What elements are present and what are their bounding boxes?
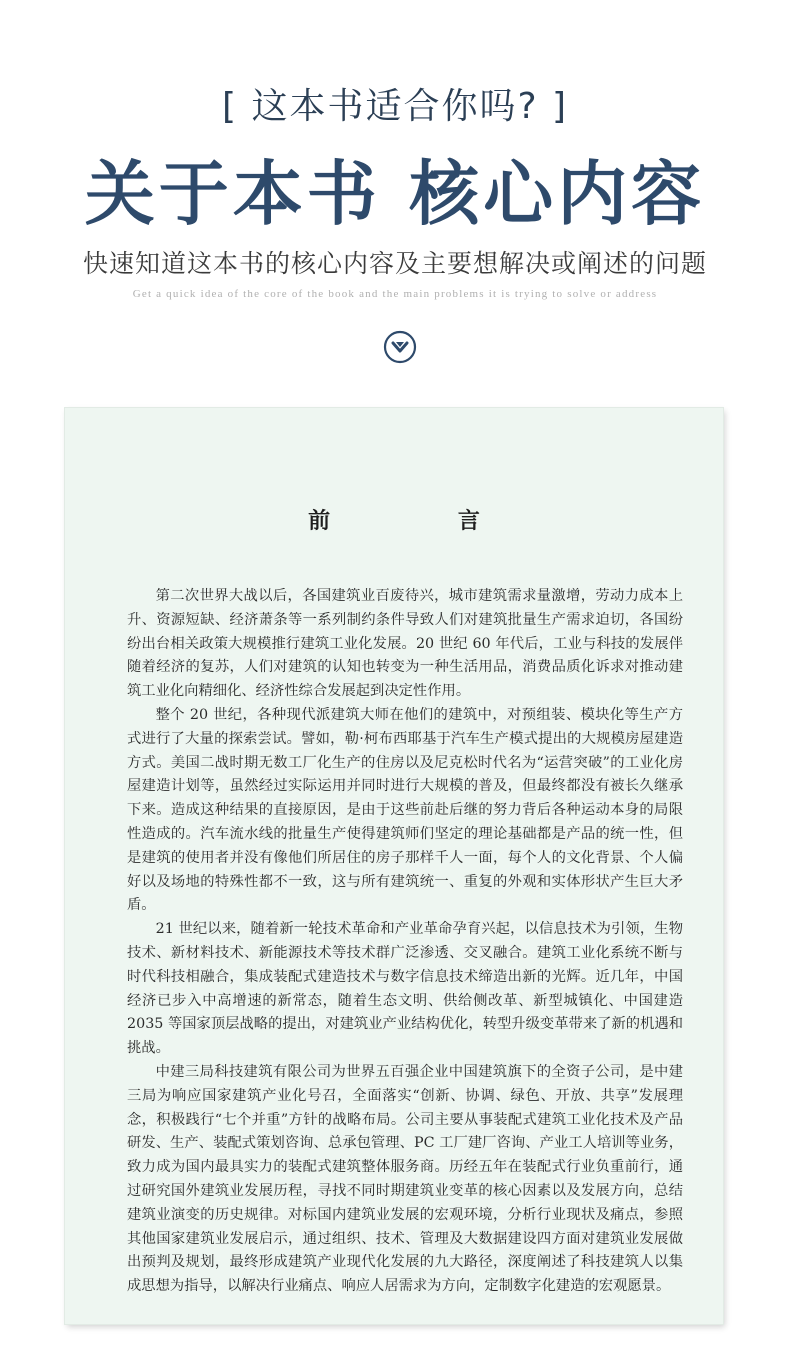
- page-title: 关于本书 核心内容: [84, 152, 706, 235]
- subtitle-english: Get a quick idea of the core of the book and the main problems it is trying to solve or address: [132, 288, 658, 300]
- book-page-scan: [65, 408, 723, 1324]
- preface-title: 前 言: [308, 508, 540, 534]
- preface-body: [127, 585, 683, 1299]
- chevron-down-circle-icon: [383, 330, 417, 364]
- subtitle-chinese: 快速知道这本书的核心内容及主要想解决或阐述的问题: [82, 249, 707, 278]
- preface-paragraph: 整个 20 世纪，各种现代派建筑大师在他们的建筑中，对预组装、模块化等生产方式进行了大量的探索尝试。譬如，勒·柯布西耶基于汽车生产模式提出的大规模房屋建造方式。美国二战时期无数工厂化生产的住房以及尼克松时代名为“运营突破”的工业化房屋建造计划等，虽然经过实际运用并同时进行大规模的普及，但最终都没有被长久继承下来。造成这种结果的直接原因，是由于这些前赴后继的努力背后各种运动本身的局限性造成的。汽车流水线的批量生产使得建筑师们坚定的理论基础都是产品的统一性，但是建筑的使用者并没有像他们所居住的房子那样千人一面，每个人的文化背景、个人偏好以及场地的特殊性都不一致，这与所有建筑统一、重复的外观和实体形状产生巨大矛盾。: [127, 706, 683, 914]
- preface-paragraph: 第二次世界大战以后，各国建筑业百废待兴，城市建筑需求量激增，劳动力成本上升、资源短缺、经济萧条等一系列制约条件导致人们对建筑批量生产需求迫切，各国纷纷出台相关政策大规模推行建筑工业化发展。20 世纪 60 年代后，工业与科技的发展伴随着经济的复苏，人们对建筑的认知也转变为一种生活用品，消费品质化诉求对推动建筑工业化向精细化、经济性综合发展起到决定性作用。: [127, 588, 683, 700]
- section-tag: [ 这本书适合你吗? ]: [221, 86, 569, 127]
- preface-paragraph: 21 世纪以来，随着新一轮技术革命和产业革命孕育兴起，以信息技术为引领，生物技术、新材料技术、新能源技术等技术群广泛渗透、交叉融合。建筑工业化系统不断与时代科技相融合，集成装配式建造技术与数字信息技术缔造出新的光辉。近几年，中国经济已步入中高增速的新常态，随着生态文明、供给侧改革、新型城镇化、中国建造 2035 等国家顶层战略的提出，对建筑业产业结构优化，转型升级变革带来了新的机遇和挑战。: [127, 921, 683, 1057]
- preface-paragraph: 中建三局科技建筑有限公司为世界五百强企业中国建筑旗下的全资子公司，是中建三局为响应国家建筑产业化号召，全面落实“创新、协调、绿色、开放、共享”发展理念，积极践行“七个并重”方针的战略布局。公司主要从事装配式建筑工业化技术及产品研发、生产、装配式策划咨询、总承包管理、PC 工厂建厂咨询、产业工人培训等业务，致力成为国内最具实力的装配式建筑整体服务商。历经五年在装配式行业负重前行，通过研究国外建筑业发展历程，寻找不同时期建筑业变革的核心因素以及发展方向，总结建筑业演变的历史规律。对标国内建筑业发展的宏观环境，分析行业现状及痛点，参照其他国家建筑业发展启示，通过组织、技术、管理及大数据建设四方面对建筑业发展做出预判及规划，最终形成建筑产业现代化发展的九大路径，深度阐述了科技建筑人以集成思想为指导，以解决行业痛点、响应人居需求为方向，定制数字化建造的宏观愿景。: [127, 1063, 683, 1295]
